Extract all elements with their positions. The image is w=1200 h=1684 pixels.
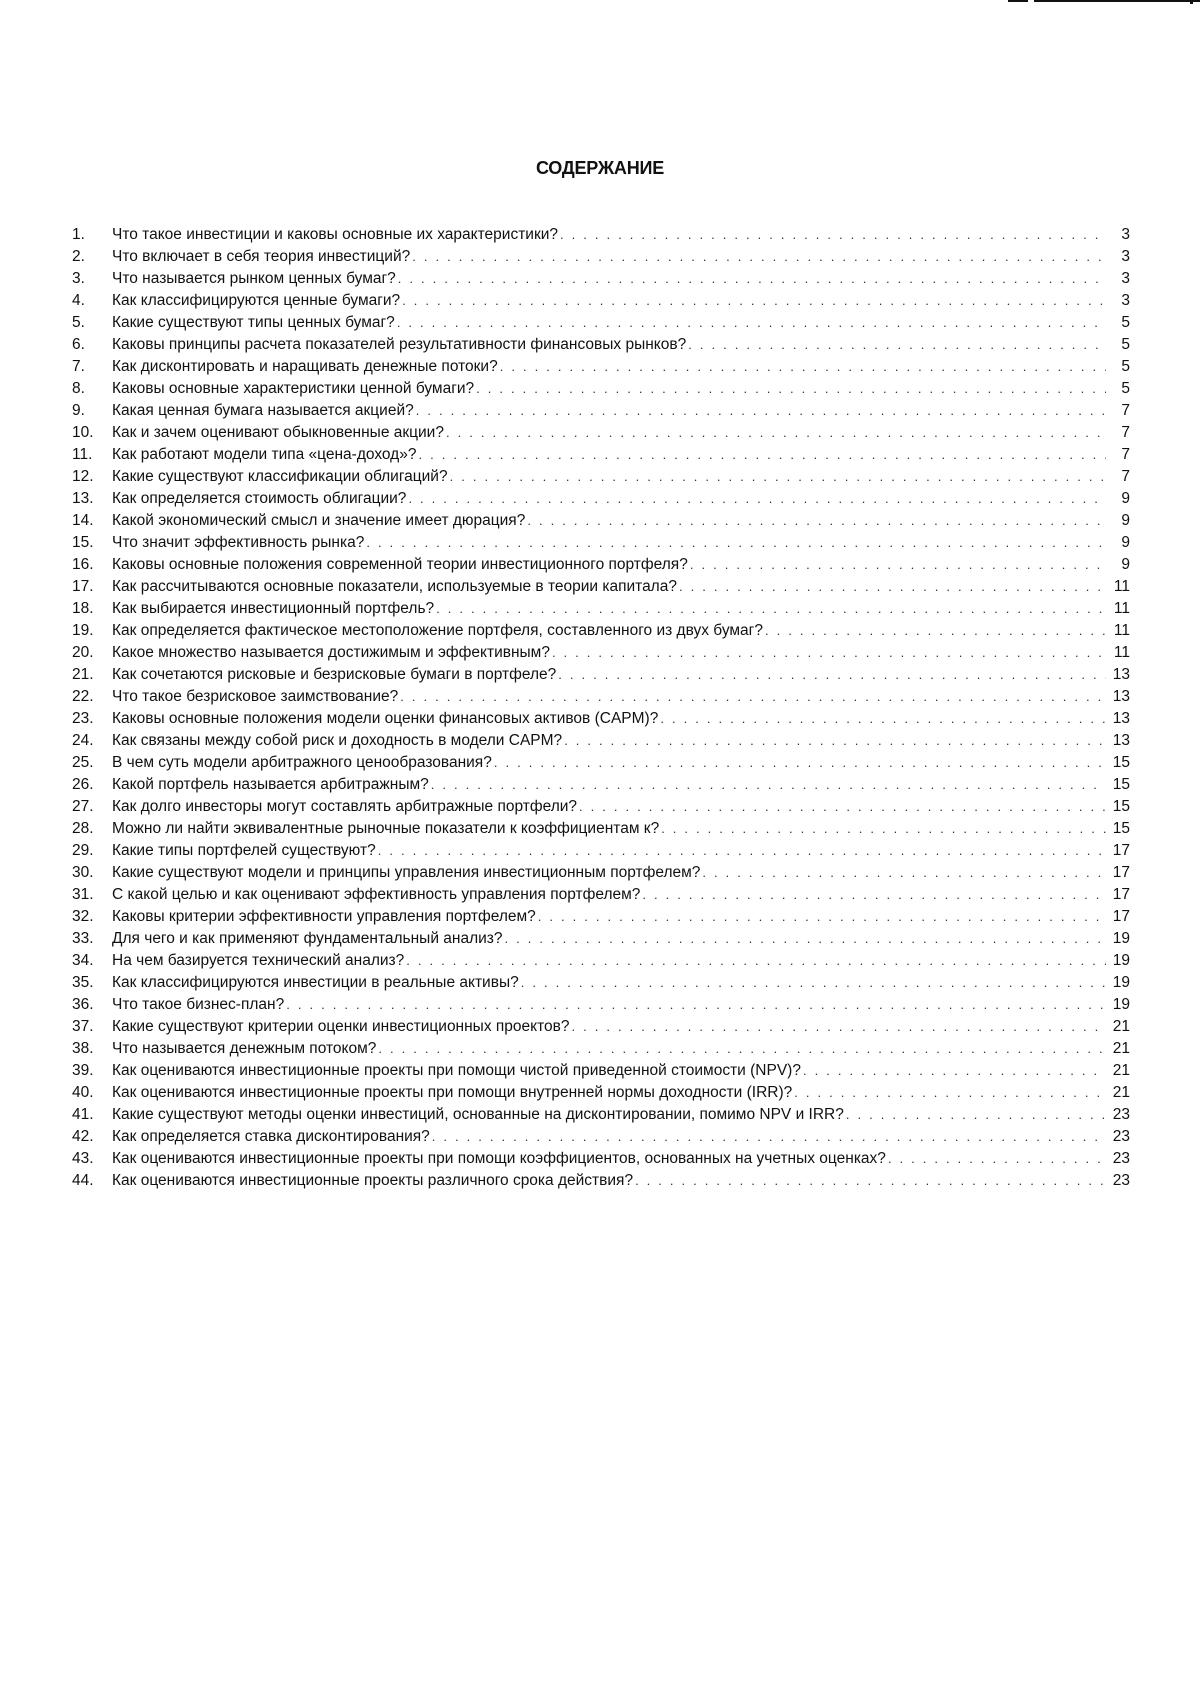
toc-entry-title: Как работают модели типа «цена-доход»? (112, 446, 417, 463)
toc-entry-title: Что такое бизнес-план? (112, 996, 285, 1013)
toc-entry-page-number: 17 (1112, 908, 1130, 925)
toc-entry (72, 1060, 1130, 1082)
toc-dot-leader (642, 884, 1106, 906)
toc-entry-page-number: 17 (1112, 842, 1130, 859)
toc-entry-page-number: 21 (1112, 1018, 1130, 1035)
toc-entry-page-number: 19 (1112, 996, 1130, 1013)
toc-entry-number: 17. (72, 578, 94, 595)
toc-entry-number: 1. (72, 226, 85, 243)
toc-entry-page-number: 17 (1112, 886, 1130, 903)
toc-dot-leader (552, 642, 1106, 664)
toc-entry (72, 422, 1130, 444)
toc-entry (72, 796, 1130, 818)
toc-dot-leader (765, 620, 1106, 642)
toc-entry (72, 818, 1130, 840)
toc-entry (72, 554, 1130, 576)
toc-entry-number: 22. (72, 688, 94, 705)
toc-entry (72, 378, 1130, 400)
toc-entry (72, 730, 1130, 752)
toc-entry (72, 774, 1130, 796)
toc-entry (72, 532, 1130, 554)
toc-entry-number: 34. (72, 952, 94, 969)
toc-entry-number: 44. (72, 1172, 94, 1189)
toc-dot-leader (398, 268, 1106, 290)
toc-entry-title: Как оцениваются инвестиционные проекты при помощи чистой приведенной стоимости (NPV)? (112, 1062, 801, 1079)
toc-entry (72, 466, 1130, 488)
toc-entry-number: 41. (72, 1106, 94, 1123)
toc-entry-number: 15. (72, 534, 94, 551)
toc-entry (72, 972, 1130, 994)
toc-entry-page-number: 21 (1112, 1040, 1130, 1057)
toc-dot-leader (436, 598, 1106, 620)
toc-entry-page-number: 9 (1121, 534, 1130, 551)
toc-entry-title: Каковы основные положения модели оценки финансовых активов (CAPM)? (112, 710, 659, 727)
toc-entry-number: 25. (72, 754, 94, 771)
toc-entry-page-number: 23 (1112, 1128, 1130, 1145)
toc-entry-page-number: 11 (1113, 644, 1130, 661)
toc-entry-title: Какие существуют типы ценных бумаг? (112, 314, 395, 331)
toc-entry-page-number: 7 (1121, 424, 1130, 441)
toc-entry (72, 884, 1130, 906)
toc-entry (72, 510, 1130, 532)
toc-entry-number: 19. (72, 622, 94, 639)
toc-dot-leader (494, 752, 1106, 774)
toc-entry (72, 598, 1130, 620)
toc-entry-number: 12. (72, 468, 94, 485)
toc-entry (72, 290, 1130, 312)
toc-entry (72, 1148, 1130, 1170)
toc-entry-page-number: 3 (1121, 270, 1130, 287)
toc-dot-leader (560, 224, 1106, 246)
toc-entry-number: 29. (72, 842, 94, 859)
toc-entry (72, 444, 1130, 466)
toc-entry-number: 6. (72, 336, 85, 353)
toc-entry-page-number: 17 (1112, 864, 1130, 881)
toc-dot-leader (538, 906, 1106, 928)
toc-entry-number: 43. (72, 1150, 94, 1167)
toc-entry-page-number: 9 (1121, 556, 1130, 573)
toc-entry-title: Какое множество называется достижимым и эффективным? (112, 644, 550, 661)
toc-entry-page-number: 13 (1112, 688, 1130, 705)
table-of-contents (72, 224, 1130, 1192)
toc-entry-title: Какие существуют классификации облигаций? (112, 468, 448, 485)
toc-entry-title: Для чего и как применяют фундаментальный анализ? (112, 930, 503, 947)
toc-entry-title: Что значит эффективность рынка? (112, 534, 365, 551)
toc-entry (72, 620, 1130, 642)
toc-entry-number: 21. (72, 666, 94, 683)
corner-scan-mark (1034, 0, 1200, 2)
toc-entry-title: Какие существуют критерии оценки инвестиционных проектов? (112, 1018, 570, 1035)
toc-entry-page-number: 5 (1121, 358, 1130, 375)
toc-dot-leader (378, 1038, 1106, 1060)
toc-entry (72, 224, 1130, 246)
toc-entry-page-number: 11 (1113, 622, 1130, 639)
toc-entry-page-number: 11 (1113, 578, 1130, 595)
toc-entry-page-number: 5 (1121, 336, 1130, 353)
toc-entry (72, 400, 1130, 422)
toc-dot-leader (412, 246, 1106, 268)
toc-entry-number: 18. (72, 600, 94, 617)
toc-entry (72, 246, 1130, 268)
toc-entry-page-number: 5 (1121, 380, 1130, 397)
toc-entry (72, 334, 1130, 356)
toc-entry (72, 862, 1130, 884)
toc-dot-leader (432, 1126, 1106, 1148)
toc-dot-leader (500, 356, 1106, 378)
toc-entry-title: На чем базируется технический анализ? (112, 952, 405, 969)
toc-entry-title: Как и зачем оценивают обыкновенные акции? (112, 424, 444, 441)
toc-entry-page-number: 13 (1112, 710, 1130, 727)
toc-entry-number: 2. (72, 248, 85, 265)
toc-entry-title: Как рассчитываются основные показатели, используемые в теории капитала? (112, 578, 677, 595)
toc-entry-title: Какая ценная бумага называется акцией? (112, 402, 414, 419)
toc-entry (72, 1126, 1130, 1148)
toc-dot-leader (521, 972, 1106, 994)
toc-entry-page-number: 7 (1121, 446, 1130, 463)
toc-entry-title: Какие типы портфелей существуют? (112, 842, 376, 859)
toc-entry-page-number: 3 (1121, 292, 1130, 309)
toc-entry-page-number: 15 (1112, 754, 1130, 771)
toc-entry-page-number: 3 (1121, 248, 1130, 265)
toc-entry-page-number: 15 (1112, 776, 1130, 793)
toc-dot-leader (558, 664, 1106, 686)
toc-entry-number: 39. (72, 1062, 94, 1079)
toc-entry-number: 33. (72, 930, 94, 947)
toc-entry-title: В чем суть модели арбитражного ценообразования? (112, 754, 492, 771)
toc-dot-leader (702, 862, 1106, 884)
toc-entry-page-number: 13 (1112, 666, 1130, 683)
toc-dot-leader (660, 708, 1106, 730)
toc-entry-page-number: 3 (1121, 226, 1130, 243)
toc-entry-number: 36. (72, 996, 94, 1013)
toc-entry-number: 23. (72, 710, 94, 727)
toc-entry (72, 1082, 1130, 1104)
toc-dot-leader (378, 840, 1106, 862)
toc-entry-number: 31. (72, 886, 94, 903)
toc-entry-title: Как определяется фактическое местоположение портфеля, составленного из двух бумаг? (112, 622, 763, 639)
toc-entry (72, 356, 1130, 378)
toc-dot-leader (366, 532, 1106, 554)
toc-entry-title: Какой портфель называется арбитражным? (112, 776, 429, 793)
corner-scan-mark (1190, 0, 1193, 4)
toc-entry-title: Что такое безрисковое заимствование? (112, 688, 399, 705)
toc-entry-title: Что включает в себя теория инвестиций? (112, 248, 411, 265)
toc-entry-title: Что называется денежным потоком? (112, 1040, 377, 1057)
toc-dot-leader (635, 1170, 1106, 1192)
toc-entry-number: 27. (72, 798, 94, 815)
toc-entry (72, 928, 1130, 950)
toc-entry-title: Как связаны между собой риск и доходность в модели CAPM? (112, 732, 563, 749)
toc-entry-number: 42. (72, 1128, 94, 1145)
toc-entry-title: Как сочетаются рисковые и безрисковые бумаги в портфеле? (112, 666, 557, 683)
toc-entry-number: 9. (72, 402, 85, 419)
toc-dot-leader (846, 1104, 1106, 1126)
toc-dot-leader (888, 1148, 1106, 1170)
toc-entry-title: Как долго инвесторы могут составлять арбитражные портфели? (112, 798, 578, 815)
toc-dot-leader (431, 774, 1106, 796)
toc-dot-leader (690, 554, 1106, 576)
toc-entry-number: 16. (72, 556, 94, 573)
toc-entry-page-number: 23 (1112, 1172, 1130, 1189)
toc-entry (72, 752, 1130, 774)
toc-entry-number: 32. (72, 908, 94, 925)
toc-entry (72, 686, 1130, 708)
toc-entry-title: Как выбирается инвестиционный портфель? (112, 600, 435, 617)
toc-dot-leader (679, 576, 1106, 598)
toc-entry (72, 1016, 1130, 1038)
toc-entry-number: 20. (72, 644, 94, 661)
toc-entry-number: 14. (72, 512, 94, 529)
toc-entry-title: Как классифицируются ценные бумаги? (112, 292, 401, 309)
toc-dot-leader (286, 994, 1106, 1016)
toc-entry-number: 10. (72, 424, 94, 441)
toc-entry (72, 664, 1130, 686)
toc-entry-number: 37. (72, 1018, 94, 1035)
toc-entry-title: Можно ли найти эквивалентные рыночные показатели к коэффициентам к? (112, 820, 660, 837)
toc-dot-leader (794, 1082, 1106, 1104)
toc-entry (72, 642, 1130, 664)
toc-entry (72, 840, 1130, 862)
toc-entry-page-number: 11 (1113, 600, 1130, 617)
toc-entry-title: Что такое инвестиции и каковы основные их характеристики? (112, 226, 559, 243)
toc-dot-leader (406, 950, 1106, 972)
toc-entry-title: Как оцениваются инвестиционные проекты различного срока действия? (112, 1172, 634, 1189)
toc-entry-number: 13. (72, 490, 94, 507)
toc-dot-leader (572, 1016, 1107, 1038)
toc-entry (72, 268, 1130, 290)
toc-entry-number: 30. (72, 864, 94, 881)
toc-entry-title: Какие существуют модели и принципы управления инвестиционным портфелем? (112, 864, 701, 881)
toc-entry-page-number: 21 (1112, 1084, 1130, 1101)
toc-entry-number: 26. (72, 776, 94, 793)
toc-dot-leader (446, 422, 1106, 444)
toc-dot-leader (688, 334, 1106, 356)
toc-entry-page-number: 7 (1121, 402, 1130, 419)
toc-entry-title: С какой целью и как оценивают эффективность управления портфелем? (112, 886, 641, 903)
toc-dot-leader (450, 466, 1106, 488)
toc-dot-leader (416, 400, 1106, 422)
toc-entry-number: 4. (72, 292, 85, 309)
toc-entry-title: Как оцениваются инвестиционные проекты при помощи внутренней нормы доходности (IRR)? (112, 1084, 793, 1101)
toc-entry-title: Как дисконтировать и наращивать денежные потоки? (112, 358, 498, 375)
toc-entry-title: Как определяется стоимость облигации? (112, 490, 407, 507)
toc-dot-leader (803, 1060, 1106, 1082)
toc-entry-page-number: 23 (1112, 1106, 1130, 1123)
toc-dot-leader (564, 730, 1106, 752)
toc-entry-title: Как оцениваются инвестиционные проекты при помощи коэффициентов, основанных на учетных оценках? (112, 1150, 886, 1167)
toc-entry-title: Каковы критерии эффективности управления портфелем? (112, 908, 536, 925)
toc-entry (72, 906, 1130, 928)
toc-entry (72, 950, 1130, 972)
toc-entry-title: Каковы основные характеристики ценной бумаги? (112, 380, 475, 397)
toc-dot-leader (402, 290, 1106, 312)
toc-entry-title: Какой экономический смысл и значение имеет дюрация? (112, 512, 526, 529)
corner-scan-mark (1008, 0, 1028, 2)
toc-entry (72, 994, 1130, 1016)
toc-dot-leader (400, 686, 1106, 708)
toc-entry-number: 5. (72, 314, 85, 331)
toc-entry-number: 38. (72, 1040, 94, 1057)
toc-entry-page-number: 7 (1121, 468, 1130, 485)
toc-entry-number: 28. (72, 820, 94, 837)
toc-dot-leader (527, 510, 1106, 532)
toc-entry-page-number: 5 (1121, 314, 1130, 331)
toc-entry-number: 11. (72, 446, 93, 463)
toc-entry-page-number: 15 (1112, 820, 1130, 837)
toc-entry-title: Какие существуют методы оценки инвестиций, основанные на дисконтировании, помимо NPV и IRR? (112, 1106, 844, 1123)
toc-entry-number: 24. (72, 732, 94, 749)
toc-entry-page-number: 15 (1112, 798, 1130, 815)
toc-entry-title: Что называется рынком ценных бумаг? (112, 270, 396, 287)
toc-dot-leader (397, 312, 1106, 334)
toc-entry-title: Как классифицируются инвестиции в реальные активы? (112, 974, 519, 991)
toc-entry-number: 35. (72, 974, 94, 991)
toc-entry (72, 708, 1130, 730)
toc-entry-title: Каковы основные положения современной теории инвестиционного портфеля? (112, 556, 688, 573)
toc-entry-page-number: 19 (1112, 952, 1130, 969)
toc-entry-page-number: 19 (1112, 930, 1130, 947)
toc-entry (72, 488, 1130, 510)
toc-entry-number: 40. (72, 1084, 94, 1101)
toc-entry-number: 8. (72, 380, 85, 397)
toc-entry (72, 1170, 1130, 1192)
toc-dot-leader (505, 928, 1106, 950)
toc-entry-page-number: 9 (1121, 512, 1130, 529)
toc-entry-number: 7. (72, 358, 85, 375)
toc-entry-page-number: 9 (1121, 490, 1130, 507)
toc-dot-leader (579, 796, 1106, 818)
toc-dot-leader (408, 488, 1106, 510)
toc-entry (72, 312, 1130, 334)
toc-entry-number: 3. (72, 270, 85, 287)
toc-entry (72, 1038, 1130, 1060)
toc-entry-page-number: 23 (1112, 1150, 1130, 1167)
toc-dot-leader (476, 378, 1106, 400)
page-title: СОДЕРЖАНИЕ (535, 158, 665, 178)
toc-dot-leader (661, 818, 1106, 840)
toc-dot-leader (418, 444, 1106, 466)
toc-entry (72, 1104, 1130, 1126)
toc-entry-page-number: 13 (1112, 732, 1130, 749)
toc-entry (72, 576, 1130, 598)
toc-entry-page-number: 19 (1112, 974, 1130, 991)
toc-entry-page-number: 21 (1112, 1062, 1130, 1079)
toc-entry-title: Как определяется ставка дисконтирования? (112, 1128, 430, 1145)
toc-entry-title: Каковы принципы расчета показателей результативности финансовых рынков? (112, 336, 687, 353)
